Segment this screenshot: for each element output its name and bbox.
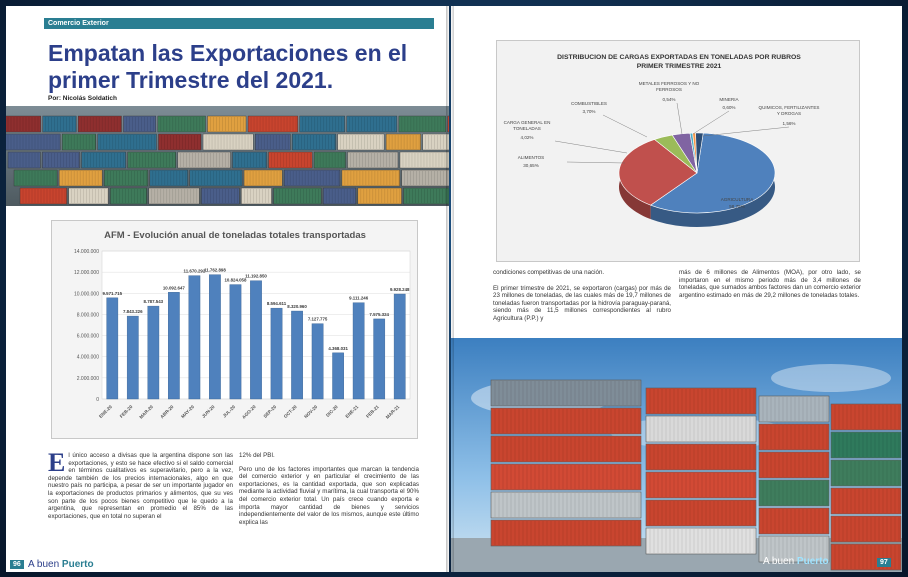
right-col1-p2: El primer trimestre de 2021, se exportaron (cargas) por más de 23 millones de toneladas, de las cuales más de 19,7 millones de toneladas fueron transportadas por la hidrovía paraguay-paraná, siendo más de 11,5 millones correspondientes al rubro Agricultura (P.P.) y <box>493 284 671 322</box>
container <box>42 152 79 168</box>
pie-slice-label: AGRICULTURA <box>720 197 754 202</box>
container <box>14 170 57 186</box>
left-column-1 <box>48 448 233 520</box>
x-tick-label: DIC-20 <box>325 404 339 419</box>
bar <box>250 281 261 399</box>
brand-logo-left <box>28 559 94 570</box>
container <box>400 152 449 168</box>
bar <box>148 306 159 399</box>
y-tick-label: 2.000.000 <box>76 375 99 382</box>
container <box>491 464 641 490</box>
y-tick-label: 10.000.000 <box>73 291 99 298</box>
bar <box>374 319 385 399</box>
right-column-1 <box>493 269 671 323</box>
container <box>201 188 239 204</box>
bar <box>353 303 364 399</box>
right-page <box>451 6 902 572</box>
x-tick-label: MAY-20 <box>180 404 196 420</box>
container <box>831 432 901 458</box>
container <box>491 520 641 546</box>
y-tick-label: 4.000.000 <box>76 354 99 361</box>
pie-slice-label: COMBUSTIBLES <box>571 101 607 106</box>
pie-leader-line <box>555 141 627 153</box>
container <box>646 416 756 442</box>
container <box>62 134 96 150</box>
container <box>831 404 901 430</box>
bar-value-label: 9.928.248 <box>389 287 410 293</box>
containers-photo-bottom <box>451 338 902 572</box>
container <box>491 408 641 434</box>
y-tick-label: 8.000.000 <box>76 312 99 319</box>
container <box>646 444 756 470</box>
x-tick-label: FEB-21 <box>365 404 380 419</box>
bar-value-label: 11.762.898 <box>204 267 226 273</box>
pie-slice-label: METALES FERROSOS Y NO FERROSOS <box>638 81 700 92</box>
page-number-left: 96 <box>10 560 24 569</box>
article-title <box>48 40 428 94</box>
x-tick-label: SEP-20 <box>262 404 278 419</box>
containers-photo-top <box>6 106 449 206</box>
x-tick-label: ENE-21 <box>344 404 360 420</box>
pie-slice-percent: 3,70% <box>582 109 596 114</box>
bar-value-label: 11.670.292 <box>183 268 206 274</box>
pie-chart-title-line-2: PRIMER TRIMESTRE 2021 <box>636 63 722 70</box>
container <box>43 116 76 132</box>
y-tick-label: 12.000.000 <box>73 270 99 277</box>
pie-leader-line <box>567 162 625 163</box>
bar <box>271 308 282 399</box>
bar-value-label: 4.368.031 <box>328 345 348 351</box>
left-page <box>6 6 449 572</box>
container <box>646 500 756 526</box>
page-number-right: 97 <box>877 558 891 567</box>
pie-leader-line <box>677 103 682 134</box>
y-tick-label: 0 <box>96 397 99 403</box>
container <box>342 170 400 186</box>
container <box>646 472 756 498</box>
container <box>314 152 345 168</box>
container <box>348 152 398 168</box>
container <box>284 170 340 186</box>
y-tick-label: 14.000.000 <box>73 249 99 255</box>
container <box>233 152 267 168</box>
x-tick-label: ABR-20 <box>159 404 175 420</box>
pie-chart-title-line-1: DISTRIBUCION DE CARGAS EXPORTADAS EN TONELADAS POR RUBROS <box>557 54 801 61</box>
container <box>831 460 901 486</box>
right-col1-p1: condiciones competitivas de una nación. <box>493 269 605 276</box>
container <box>646 388 756 414</box>
container <box>491 492 641 518</box>
bar <box>394 294 405 399</box>
bar-value-label: 8.787.543 <box>143 299 164 305</box>
container <box>104 170 148 186</box>
left-column-2 <box>239 452 419 526</box>
pie-slice-label: ALIMENTOS <box>517 155 545 160</box>
container <box>759 424 829 450</box>
bar-value-label: 7.843.226 <box>123 309 143 315</box>
section-label: Comercio Exterior <box>44 18 434 29</box>
x-tick-label: NOV-20 <box>303 404 319 420</box>
container <box>78 116 121 132</box>
brand-logo-right <box>763 556 829 567</box>
x-tick-label: AGO-20 <box>241 404 257 420</box>
bar-value-label: 7.575.324 <box>369 311 389 317</box>
bar <box>291 311 302 399</box>
bar <box>107 298 118 399</box>
pie-slice-percent: 30,65% <box>523 163 539 168</box>
pie-chart <box>496 40 860 262</box>
dropcap: E <box>48 448 66 477</box>
bar-value-label: 8.320.960 <box>287 304 307 310</box>
pie-slice-percent: 0,54% <box>662 97 676 102</box>
bar <box>189 276 200 399</box>
bar <box>332 353 343 399</box>
container <box>203 134 253 150</box>
bar-value-label: 9.571.715 <box>102 290 123 296</box>
container <box>491 380 641 406</box>
pie-slice-label: MINERIA <box>719 97 739 102</box>
bar-value-label: 9.111.246 <box>349 295 369 301</box>
bar <box>230 285 241 399</box>
brand-b-right: Puerto <box>796 556 829 567</box>
x-tick-label: MAR-20 <box>138 404 155 420</box>
container <box>123 116 155 132</box>
x-tick-label: OCT-20 <box>282 404 298 420</box>
container <box>269 152 313 168</box>
container <box>244 170 282 186</box>
container <box>646 528 756 554</box>
container <box>150 170 188 186</box>
container <box>404 188 449 204</box>
pie-slice-label: CARGA GENERAL EN TONELADAS <box>503 120 551 131</box>
bar-chart-title: AFM - Evolución anual de toneladas totales transportadas <box>104 230 366 241</box>
bar-value-label: 8.594.611 <box>266 301 287 307</box>
container <box>386 134 421 150</box>
bar <box>168 292 179 399</box>
bar <box>209 275 220 399</box>
pie-leader-line <box>703 127 789 136</box>
container <box>759 396 829 422</box>
container <box>300 116 345 132</box>
container <box>759 508 829 534</box>
container <box>358 188 402 204</box>
x-tick-label: MAR-21 <box>384 404 401 420</box>
pie-leader-line <box>603 115 647 137</box>
container <box>402 170 449 186</box>
container <box>831 516 901 542</box>
container <box>190 170 242 186</box>
brand-a-left: A buen <box>28 559 62 570</box>
container <box>759 452 829 478</box>
pie-slice-percent: 0,60% <box>722 105 736 110</box>
container <box>338 134 384 150</box>
container <box>491 436 641 462</box>
container <box>323 188 356 204</box>
right-column-2 <box>679 269 861 299</box>
bar <box>312 324 323 399</box>
bar-value-label: 7.127.775 <box>307 316 328 322</box>
pie-leader-line <box>693 111 729 134</box>
right-col2-text: más de 6 millones de Alimentos (MOA), por otro lado, se importaron en el mismo periodo más de 3,4 millones de toneladas, que sumados ambos factores dan un comercio exterior argentino estimado en más de 29,2 millones de toneladas totales. <box>679 269 861 299</box>
brand-a-right: A buen <box>763 556 797 567</box>
container <box>82 152 126 168</box>
byline: Por: Nicolás Soldatich <box>48 95 117 102</box>
page-spine <box>446 6 454 572</box>
left-col2-p2: Pero uno de los factores importantes que marcan la tendencia del comercio exterior y en particular el crecimiento de las exportaciones, es la cantidad exportada, que son explicadas mediante la actividad fluvial y marítima, la cual transporta el 90% del comercio exterior total. Un país crece cuando exporta e importa mayor cantidad de bienes y servicios independientemente del valor de los mismos, aunque este último explica las <box>239 465 419 526</box>
pie-slice-label: QUIMICOS, FERTILIZANTES Y DROGAS <box>758 105 820 116</box>
container <box>59 170 102 186</box>
container <box>20 188 67 204</box>
bar-value-label: 10.092.647 <box>162 285 185 291</box>
x-tick-label: JUL-20 <box>221 404 237 419</box>
x-tick-label: FEB-20 <box>118 404 134 419</box>
left-col2-p1: 12% del PBI. <box>239 452 275 459</box>
container <box>8 152 40 168</box>
title-line-2: primer Trimestre del 2021. <box>48 67 334 93</box>
brand-b-left: Puerto <box>61 559 94 570</box>
pie-slice-percent: 58,75% <box>729 204 745 209</box>
pie-slice-percent: 1,56% <box>782 121 796 126</box>
left-footer <box>6 556 449 572</box>
container <box>149 188 200 204</box>
left-col1-text: l único acceso a divisas que la argentina dispone son las exportaciones, y esto se hace efectivo si el saldo comercial en términos cualitativos es superavitario, pero a la vez, depende también de los precios internacionales, algo en que nuestro país no participa, a pesar de ser un importante jugador en la exportaciones de productos primarios y alimentos, que su ves son parte de los pocos bienes competitivo que le quedo a la argentina, que representan en promedio el 85% de las exportaciones, que en total no superan el <box>48 452 233 520</box>
bar-chart <box>51 220 418 439</box>
container <box>831 488 901 514</box>
bar <box>127 316 138 399</box>
pie-slice-percent: 4,02% <box>520 135 534 140</box>
bar-value-label: 11.192.850 <box>245 273 267 279</box>
x-tick-label: ENE-20 <box>98 404 113 420</box>
x-tick-label: JUN-20 <box>200 404 216 419</box>
container <box>759 480 829 506</box>
container <box>347 116 397 132</box>
title-line-1: Empatan las Exportaciones en el <box>48 40 408 66</box>
container <box>399 116 446 132</box>
container <box>292 134 335 150</box>
container <box>248 116 298 132</box>
bar-value-label: 10.824.058 <box>224 277 247 283</box>
y-tick-label: 6.000.000 <box>76 333 99 340</box>
